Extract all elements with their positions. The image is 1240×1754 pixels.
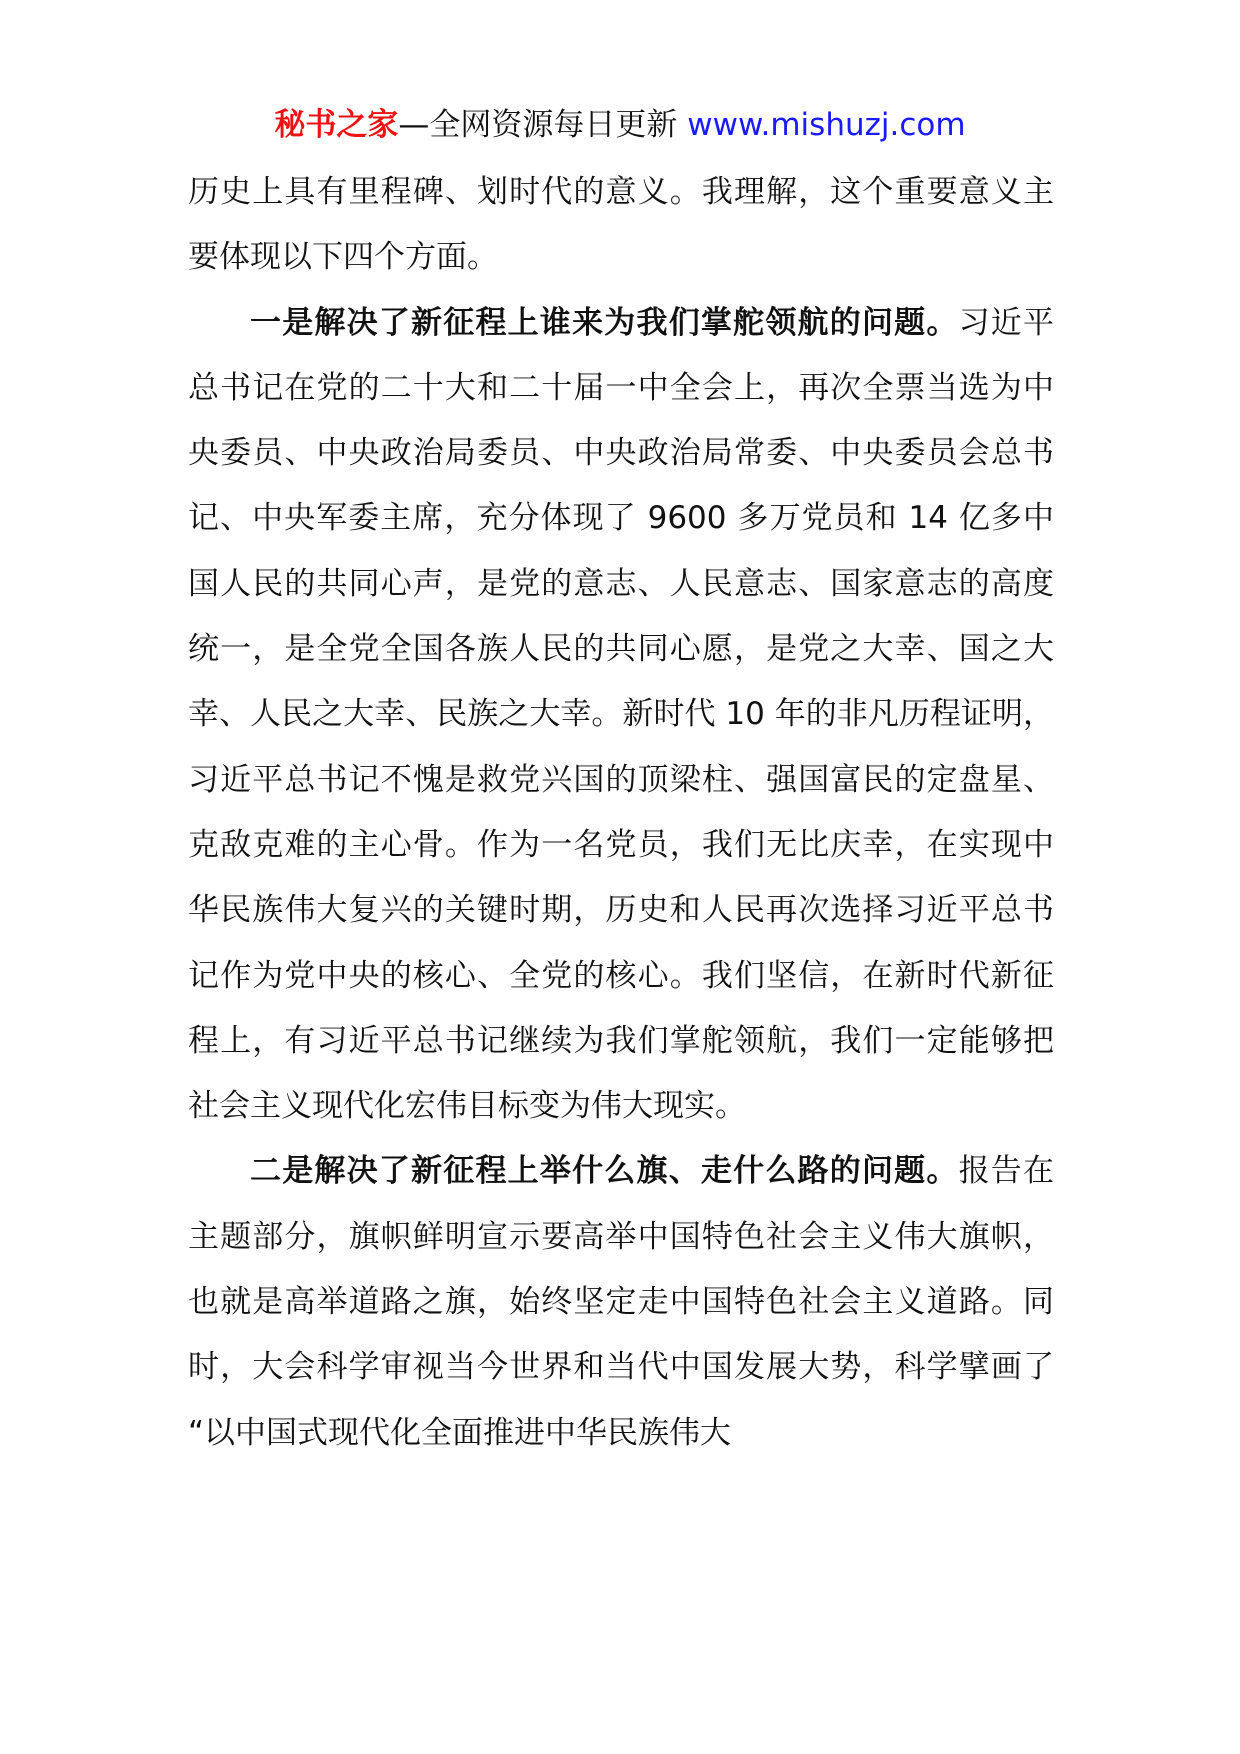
site-url-link[interactable]: www.mishuzj.com xyxy=(687,107,966,143)
paragraph-text: 习近平总书记在党的二十大和二十届一中全会上，再次全票当选为中央委员、中央政治局委员、中央政治局常委、中央委员会总书记、中央军委主席，充分体现了 9600 多万党员和 14 亿多中国人民的共同心声，是党的意志、人民意志、国家意志的高度统一，是全党全国各族人民的共同心愿，是党之大幸、国之大幸、人民之大幸、民族之大幸。新时代 10 年的非凡历程证明，习近平总书记不愧是救党兴国的顶梁柱、强国富民的定盘星、克敌克难的主心骨。作为一名党员，我们无比庆幸，在实现中华民族伟大复兴的关键时期，历史和人民再次选择习近平总书记作为党中央的核心、全党的核心。我们坚信，在新时代新征程上，有习近平总书记继续为我们掌舵领航，我们一定能够把社会主义现代化宏伟目标变为伟大现实。 xyxy=(188,304,1055,1125)
site-header xyxy=(0,103,1240,147)
paragraph-intro xyxy=(188,160,1054,291)
paragraph-lead-heading: 二是解决了新征程上举什么旗、走什么路的问题。 xyxy=(250,1153,959,1190)
brand-name: 秘书之家 xyxy=(274,107,399,143)
header-slogan: —全网资源每日更新 xyxy=(398,107,688,143)
paragraph-lead-heading: 一是解决了新征程上谁来为我们掌舵领航的问题。 xyxy=(250,304,959,341)
paragraph-text: 历史上具有里程碑、划时代的意义。我理解，这个重要意义主要体现以下四个方面。 xyxy=(188,174,1054,276)
paragraph-point-two xyxy=(188,1139,1054,1465)
paragraph-text: 报告在主题部分，旗帜鲜明宣示要高举中国特色社会主义伟大旗帜，也就是高举道路之旗，始终坚定走中国特色社会主义道路。同时，大会科学审视当今世界和当代中国发展大势，科学擘画了 “以中国式现代化全面推进中华民族伟大 xyxy=(188,1153,1055,1451)
paragraph-point-one xyxy=(188,291,1054,1140)
document-body xyxy=(188,160,1054,1466)
